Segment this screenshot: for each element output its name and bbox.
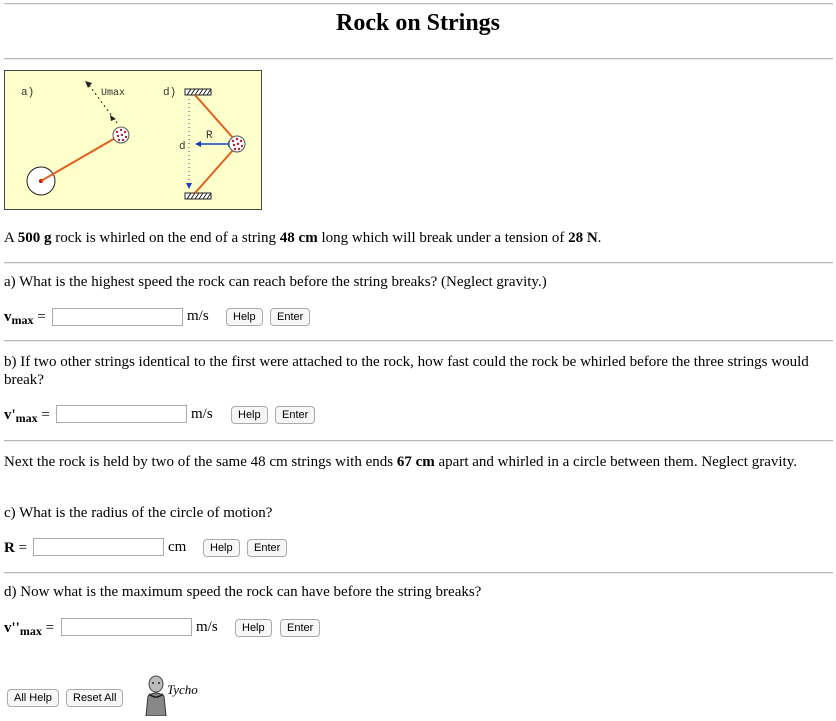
- answer-row-b: [4, 406, 50, 424]
- answer-row-a: [4, 308, 46, 326]
- tycho-logo[interactable]: [143, 674, 203, 716]
- var-label-b: $v'_{max}$: [4, 407, 38, 425]
- figure-label-r: R: [206, 130, 213, 142]
- figure-label-a: a): [21, 87, 35, 99]
- unit-d: m/s: [196, 619, 218, 635]
- answer-row-d: [4, 619, 54, 637]
- enter-button-a[interactable]: Enter: [270, 308, 310, 326]
- figure-label-d: d): [163, 87, 177, 99]
- problem-figure: [4, 70, 262, 210]
- tension-value: 28 N: [568, 230, 598, 246]
- unit-c: cm: [168, 539, 187, 555]
- intro-mid1: rock is whirled on the end of a string: [51, 230, 280, 246]
- string-d-top: [195, 95, 234, 139]
- var-label-d: $v''_{max}$: [4, 620, 42, 638]
- intro-mid2: long which will break under a tension of: [317, 230, 569, 246]
- velocity-arrowhead-small: [110, 115, 116, 121]
- mass-value: 500 g: [17, 230, 52, 246]
- enter-button-d[interactable]: Enter: [280, 619, 320, 637]
- figure-label-umax: Umax: [101, 88, 126, 99]
- question-d: d) Now what is the maximum speed the rock can have before the string breaks?: [4, 584, 482, 600]
- var-label-a: $v_{max}$: [4, 309, 34, 327]
- vdoubleprime-max-input[interactable]: [61, 618, 192, 636]
- problem-statement: [4, 229, 829, 247]
- length-value: 48 cm: [279, 230, 318, 246]
- question-b: b) If two other strings identical to the first were attached to the rock, how fast could the rock be whirled before the three strings would break?: [4, 354, 809, 388]
- equals-c: =: [14, 540, 28, 556]
- divider-d: [4, 572, 833, 574]
- divider-c: [4, 440, 833, 442]
- equals-a: =: [33, 309, 46, 325]
- help-button-c[interactable]: Help: [203, 539, 240, 557]
- reset-all-button[interactable]: Reset All: [66, 689, 123, 707]
- title-divider: [4, 58, 833, 60]
- distance-d-arrowhead: [186, 183, 192, 189]
- page-title: Rock on Strings: [335, 10, 501, 36]
- vmax-input[interactable]: [52, 308, 183, 326]
- divider-b: [4, 340, 833, 342]
- answer-row-c: [4, 539, 27, 557]
- intro-prefix: A: [4, 230, 18, 246]
- velocity-arrowhead: [85, 81, 92, 88]
- all-help-button[interactable]: All Help: [7, 689, 59, 707]
- setup-suffix: apart and whirled in a circle between them. Neglect gravity.: [434, 454, 797, 470]
- separation-value: 67 cm: [396, 454, 435, 470]
- figure-diagram: [5, 71, 261, 209]
- equals-b: =: [37, 407, 50, 423]
- setup-prefix: Next the rock is held by two of the same 48 cm strings with ends: [4, 454, 397, 470]
- var-label-c: R: [4, 540, 15, 556]
- enter-button-c[interactable]: Enter: [247, 539, 287, 557]
- unit-a: m/s: [187, 308, 209, 324]
- tycho-portrait-icon: [143, 674, 169, 716]
- question-a: a) What is the highest speed the rock can reach before the string breaks? (Neglect gravity.): [4, 274, 547, 290]
- question-c: c) What is the radius of the circle of motion?: [4, 505, 273, 521]
- intro-suffix: .: [597, 230, 602, 246]
- equals-d: =: [41, 620, 55, 636]
- divider-a: [4, 262, 833, 264]
- string-d-bottom: [195, 149, 234, 193]
- figure-label-dd: d: [179, 141, 186, 153]
- setup-two-strings: [4, 453, 829, 471]
- help-button-d[interactable]: Help: [235, 619, 272, 637]
- help-button-b[interactable]: Help: [231, 406, 268, 424]
- radius-arrowhead-left: [195, 141, 201, 147]
- string-a: [41, 137, 117, 181]
- top-divider: [4, 3, 833, 5]
- unit-b: m/s: [191, 406, 213, 422]
- enter-button-b[interactable]: Enter: [275, 406, 315, 424]
- help-button-a[interactable]: Help: [226, 308, 263, 326]
- radius-input[interactable]: [33, 538, 164, 556]
- tycho-logo-text: Tycho: [167, 682, 198, 697]
- vprime-max-input[interactable]: [56, 405, 187, 423]
